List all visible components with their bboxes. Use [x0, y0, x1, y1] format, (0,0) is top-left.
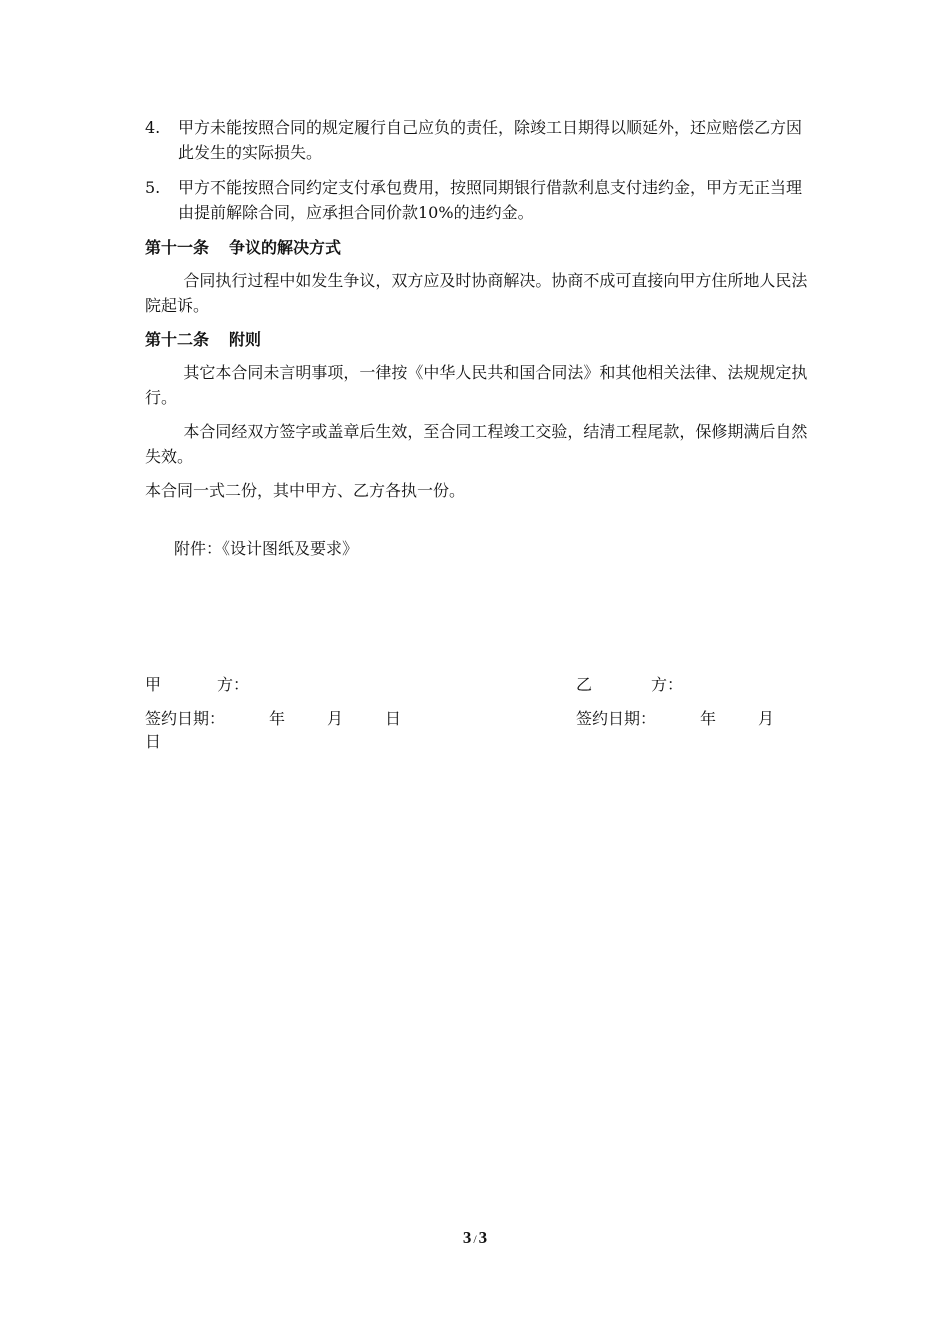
party-b-label-1: 乙 — [576, 675, 593, 694]
party-b-date-line — [576, 706, 774, 731]
month-label: 月 — [758, 709, 775, 728]
page-separator: / — [473, 1232, 477, 1246]
year-label: 年 — [269, 709, 286, 728]
party-a-label-1: 甲 — [145, 675, 162, 694]
party-b-line — [576, 672, 683, 697]
list-text: 甲方不能按照合同约定支付承包费用，按照同期银行借款利息支付违约金，甲方无正当理由提前解除合同，应承担合同价款10%的违约金。 — [178, 178, 803, 222]
year-label: 年 — [700, 709, 717, 728]
list-text: 甲方未能按照合同的规定履行自己应负的责任，除竣工日期得以顺延外，还应赔偿乙方因此发生的实际损失。 — [178, 118, 803, 162]
section-title: 附则 — [229, 330, 262, 349]
party-b-label-2: 方： — [651, 675, 684, 694]
list-item-5 — [145, 175, 810, 225]
section-12-paragraph-3: 本合同一式二份，其中甲方、乙方各执一份。 — [145, 481, 466, 500]
party-a-line — [145, 672, 249, 697]
current-page: 3 — [462, 1228, 472, 1247]
total-pages: 3 — [478, 1228, 488, 1247]
list-number: 5. — [145, 178, 161, 197]
date-label: 签约日期： — [145, 709, 226, 728]
list-item-4 — [145, 115, 810, 165]
party-a-label-2: 方： — [217, 675, 250, 694]
day-label: 日 — [145, 732, 162, 751]
party-b-day-wrapped — [145, 729, 161, 754]
list-number: 4. — [145, 118, 161, 137]
month-label: 月 — [327, 709, 344, 728]
day-label: 日 — [385, 709, 402, 728]
attachment-line: 附件：《设计图纸及要求》 — [174, 539, 359, 558]
section-11-paragraph: 合同执行过程中如发生争议，双方应及时协商解决。协商不成可直接向甲方住所地人民法院起诉。 — [145, 271, 808, 315]
document-body — [145, 115, 810, 512]
section-number: 第十二条 — [145, 330, 210, 349]
page-number — [0, 1228, 950, 1248]
section-12-heading — [145, 327, 810, 352]
section-number: 第十一条 — [145, 238, 210, 257]
section-12-paragraph-1: 其它本合同未言明事项，一律按《中华人民共和国合同法》和其他相关法律、法规规定执行。 — [145, 363, 808, 407]
section-11-heading — [145, 235, 810, 260]
party-a-date-line — [145, 706, 401, 731]
section-12-paragraph-2: 本合同经双方签字或盖章后生效，至合同工程竣工交验，结清工程尾款，保修期满后自然失效。 — [145, 422, 808, 466]
section-title: 争议的解决方式 — [229, 238, 342, 257]
date-label: 签约日期： — [576, 709, 657, 728]
